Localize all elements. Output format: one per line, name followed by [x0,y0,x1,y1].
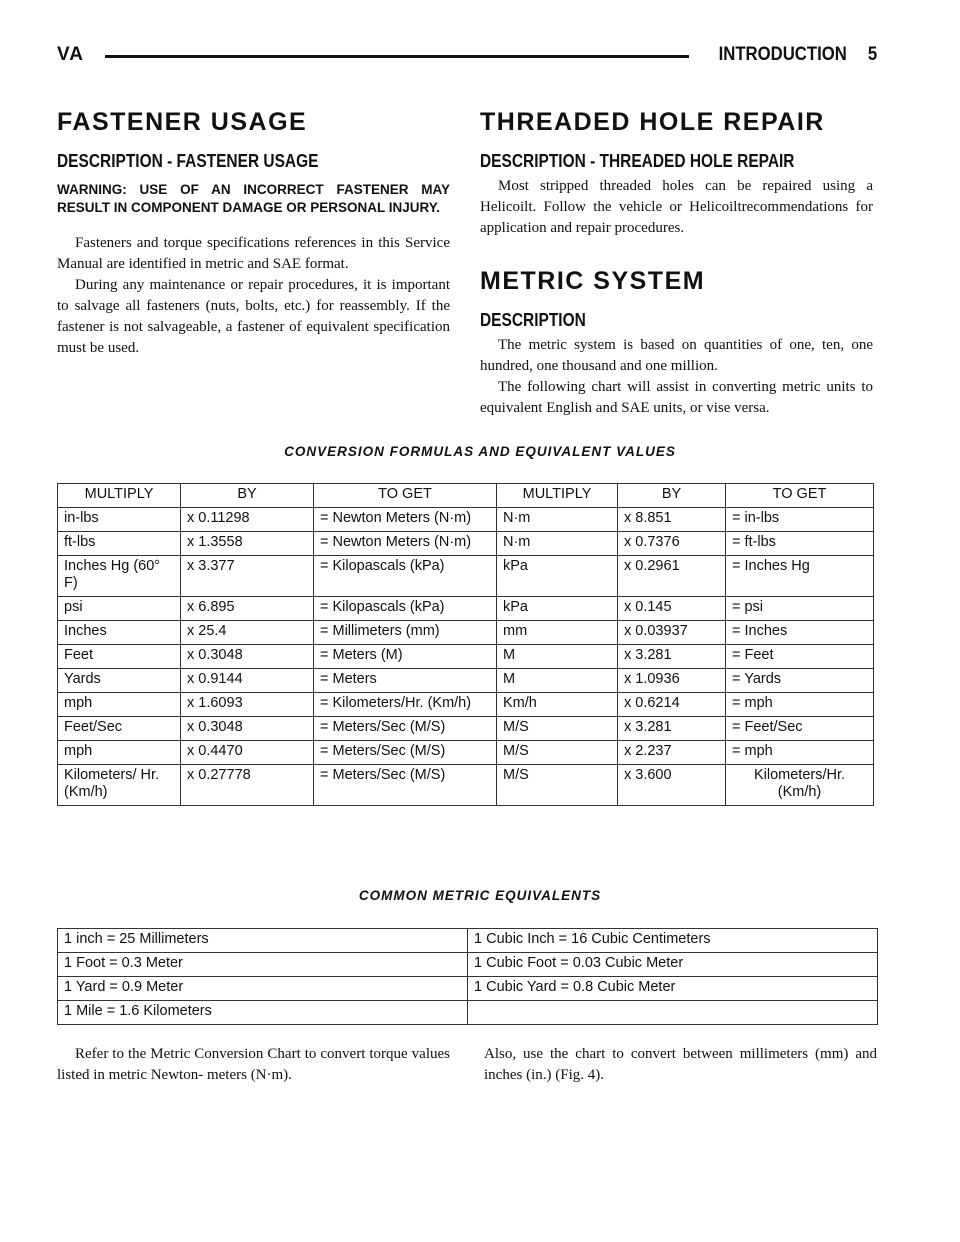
table-cell: 1 Mile = 1.6 Kilometers [58,1001,468,1025]
table-cell: = mph [726,693,874,717]
table-row [58,765,874,806]
table-cell: Km/h [497,693,618,717]
table-cell: = Newton Meters (N·m) [314,532,497,556]
table-cell: x 2.237 [618,741,726,765]
warning-text: WARNING: USE OF AN INCORRECT FASTENER MAY RESULT IN COMPONENT DAMAGE OR PERSONAL INJURY. [57,182,450,215]
table-cell: kPa [497,556,618,597]
table-cell: Kilometers/Hr. (Km/h) [726,765,874,806]
table-cell: x 3.377 [181,556,314,597]
table-cell: x 8.851 [618,508,726,532]
header-rule [105,55,689,58]
table-row [58,1001,878,1025]
table-cell: M [497,645,618,669]
left-column [57,108,450,359]
table-cell: mph [58,693,181,717]
table-cell: M [497,669,618,693]
table-cell: = Newton Meters (N·m) [314,508,497,532]
table-cell: Feet [58,645,181,669]
table-cell: = Kilometers/Hr. (Km/h) [314,693,497,717]
table-cell: = Yards [726,669,874,693]
conversion-table [57,483,874,806]
table-cell: x 1.3558 [181,532,314,556]
table-cell: N·m [497,532,618,556]
bottom-paragraph-right: Also, use the chart to convert between millimeters (mm) and inches (in.) (Fig. 4). [484,1046,877,1083]
table-cell: = Inches [726,621,874,645]
page-header [57,44,877,74]
table-cell: x 1.0936 [618,669,726,693]
table-row [58,953,878,977]
table-cell: Inches [58,621,181,645]
table-cell: kPa [497,597,618,621]
table-cell: x 3.281 [618,645,726,669]
header-section [718,44,877,66]
table-cell: mph [58,741,181,765]
table-cell: = Meters/Sec (M/S) [314,765,497,806]
paragraph-metric-1: The metric system is based on quantities of one, ten, one hundred, one thousand and one million. [480,337,873,374]
right-column [480,108,873,419]
table-cell: = ft-lbs [726,532,874,556]
header-cell: MULTIPLY [497,484,618,508]
table-cell: x 3.281 [618,717,726,741]
equivalents-table-body [58,929,878,1025]
table-row [58,597,874,621]
table-cell: x 0.7376 [618,532,726,556]
subsection-title-threaded-hole-repair: DESCRIPTION - THREADED HOLE REPAIR [480,151,795,171]
equivalents-table-title: COMMON METRIC EQUIVALENTS [358,888,602,903]
table-cell: 1 Yard = 0.9 Meter [58,977,468,1001]
table-row [58,532,874,556]
table-cell: = Meters [314,669,497,693]
table-cell: mm [497,621,618,645]
table-cell: in-lbs [58,508,181,532]
table-cell: x 0.9144 [181,669,314,693]
table-row [58,717,874,741]
header-cell: MULTIPLY [58,484,181,508]
header-section-title: INTRODUCTION [718,44,847,65]
conversion-table-header-row [58,484,874,508]
table-cell: 1 Cubic Foot = 0.03 Cubic Meter [468,953,878,977]
header-cell: BY [181,484,314,508]
table-cell: = Inches Hg [726,556,874,597]
table-cell: x 0.2961 [618,556,726,597]
table-cell: 1 Cubic Inch = 16 Cubic Centimeters [468,929,878,953]
table-cell: Yards [58,669,181,693]
table-row [58,977,878,1001]
table-cell: x 0.6214 [618,693,726,717]
table-cell: = Meters (M) [314,645,497,669]
table-cell: = mph [726,741,874,765]
table-cell: x 0.3048 [181,717,314,741]
section-title-metric-system: METRIC SYSTEM [480,267,706,295]
table-cell: = Feet/Sec [726,717,874,741]
header-cell: TO GET [726,484,874,508]
table-cell: = Feet [726,645,874,669]
table-row [58,693,874,717]
header-vehicle-code: VA [57,44,84,65]
header-cell: BY [618,484,726,508]
table-row [58,669,874,693]
table-cell: M/S [497,741,618,765]
table-cell: x 0.4470 [181,741,314,765]
section-title-fastener-usage: FASTENER USAGE [57,108,308,136]
table-cell: = Meters/Sec (M/S) [314,717,497,741]
table-cell: = psi [726,597,874,621]
table-row [58,929,878,953]
bottom-paragraph-left: Refer to the Metric Conversion Chart to convert torque values listed in metric Newton- meters (N·m). [57,1046,450,1083]
subsection-title-description: DESCRIPTION [480,310,586,330]
table-row [58,508,874,532]
table-row [58,645,874,669]
table-cell: x 1.6093 [181,693,314,717]
paragraph-fastener-2: During any maintenance or repair procedures, it is important to salvage all fasteners (nuts, bolts, etc.) for reassembly. If the fastener is not salvageable, a fastener of equivalent specification must be used. [57,277,450,356]
subsection-title-fastener-usage: DESCRIPTION - FASTENER USAGE [57,151,319,171]
table-cell: x 0.145 [618,597,726,621]
table-cell: x 0.03937 [618,621,726,645]
paragraph-helicoil: Most stripped threaded holes can be repaired using a Helicoilt. Follow the vehicle or Helicoiltrecommendations for application and repair procedures. [480,178,873,236]
table-cell: N·m [497,508,618,532]
table-cell: 1 Foot = 0.3 Meter [58,953,468,977]
table-cell [468,1001,878,1025]
equivalents-table [57,928,878,1025]
table-row [58,741,874,765]
paragraph-fastener-1: Fasteners and torque specifications references in this Service Manual are identified in metric and SAE format. [57,235,450,272]
table-cell: Kilometers/ Hr. (Km/h) [58,765,181,806]
table-cell: M/S [497,765,618,806]
page-number: 5 [867,44,877,65]
conversion-table-title: CONVERSION FORMULAS AND EQUIVALENT VALUES [284,444,676,459]
table-cell: x 0.11298 [181,508,314,532]
table-row [58,621,874,645]
table-cell: x 0.3048 [181,645,314,669]
table-cell: psi [58,597,181,621]
table-cell: x 6.895 [181,597,314,621]
table-cell: = Millimeters (mm) [314,621,497,645]
table-cell: = Kilopascals (kPa) [314,597,497,621]
table-cell: = Kilopascals (kPa) [314,556,497,597]
paragraph-metric-2: The following chart will assist in converting metric units to equivalent English and SAE units, or vise versa. [480,379,873,416]
table-cell: ft-lbs [58,532,181,556]
table-row [58,556,874,597]
table-cell: x 0.27778 [181,765,314,806]
table-cell: x 3.600 [618,765,726,806]
table-cell: M/S [497,717,618,741]
table-cell: 1 inch = 25 Millimeters [58,929,468,953]
table-cell: 1 Cubic Yard = 0.8 Cubic Meter [468,977,878,1001]
header-cell: TO GET [314,484,497,508]
table-cell: Feet/Sec [58,717,181,741]
table-cell: x 25.4 [181,621,314,645]
conversion-table-body [58,508,874,806]
table-cell: = in-lbs [726,508,874,532]
section-title-threaded-hole-repair: THREADED HOLE REPAIR [480,108,825,136]
table-cell: = Meters/Sec (M/S) [314,741,497,765]
table-cell: Inches Hg (60° F) [58,556,181,597]
